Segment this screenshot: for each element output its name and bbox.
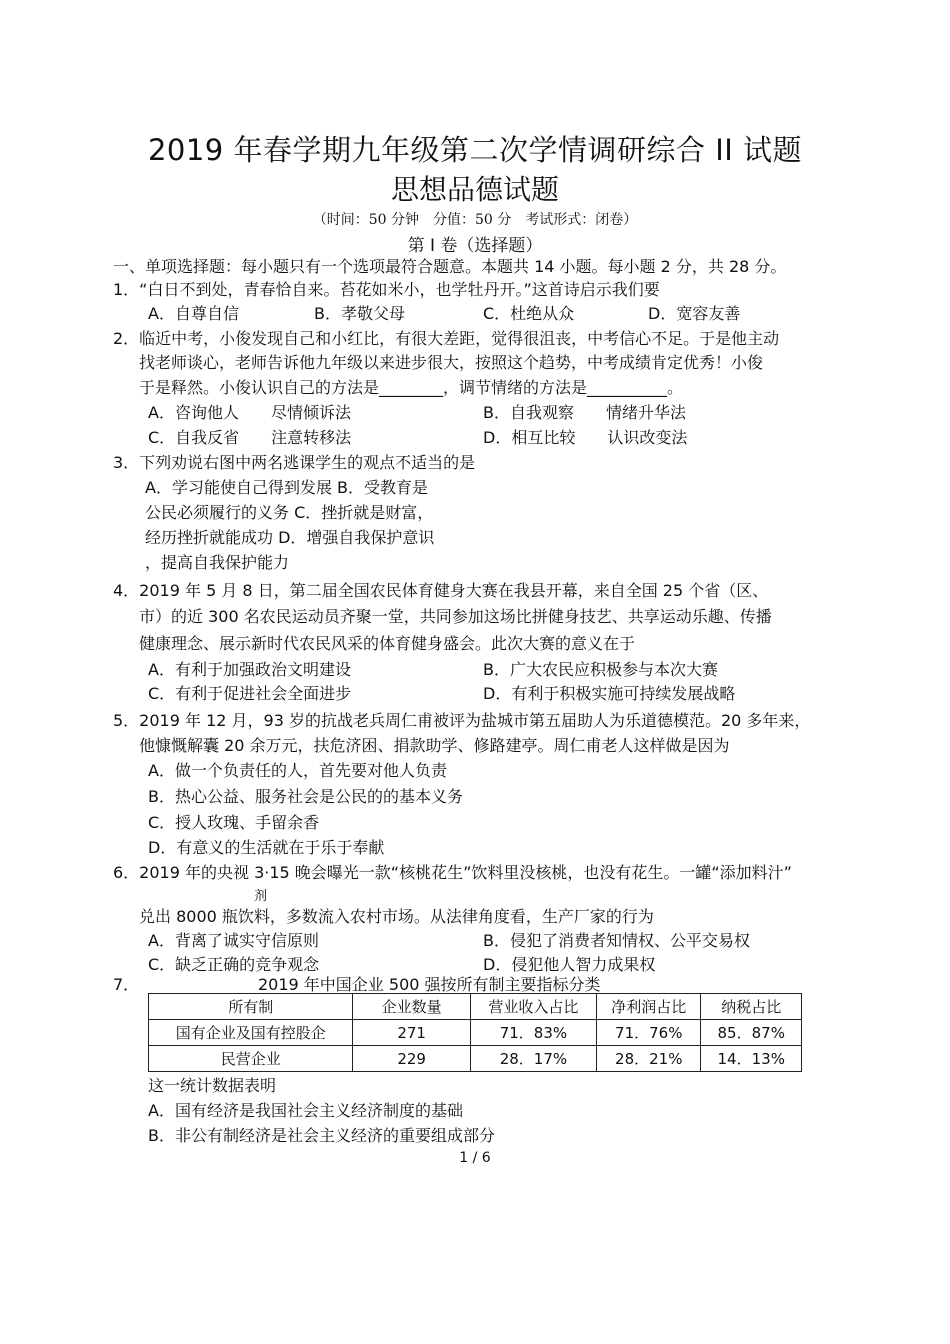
table-row	[149, 1020, 802, 1046]
question-4-option-b: B．广大农民应积极参与本次大赛	[483, 660, 718, 679]
question-6-line-2: 兑出 8000 瓶饮料，多数流入农村市场。从法律角度看，生产厂家的行为	[139, 907, 654, 926]
question-5-line-1: 5．2019 年 12 月，93 岁的抗战老兵周仁甫被评为盐城市第五届助人为乐道德模范。20 多年来，	[113, 711, 811, 730]
question-4-option-d: D．有利于积极实施可持续发展战略	[483, 684, 736, 703]
question-4-line-2: 市）的近 300 名农民运动员齐聚一堂，共同参加这场比拼健身技艺、共享运动乐趣、传播	[139, 607, 772, 626]
table-header-cell: 营业收入占比	[470, 994, 596, 1020]
question-6-line-1: 6．2019 年的央视 3·15 晚会曝光一款“核桃花生”饮料里没核桃，也没有花生。一罐“添加料汁”	[113, 863, 792, 882]
instructions: 一、单项选择题：每小题只有一个选项最符合题意。本题共 14 小题。每小题 2 分，共 28 分。	[113, 257, 787, 276]
question-2-option-a: A．咨询他人 尽情倾诉法	[148, 403, 351, 422]
table-cell: 国有企业及国有控股企	[149, 1020, 353, 1046]
question-3-options-line-1: A．学习能使自己得到发展 B．受教育是	[145, 478, 429, 497]
question-2-line-1: 2．临近中考，小俊发现自己和小红比，有很大差距，觉得很沮丧，中考信心不足。于是他主动	[113, 329, 780, 348]
table-cell: 71．83%	[470, 1020, 596, 1046]
table-cell: 229	[353, 1046, 470, 1072]
table-header-cell: 净利润占比	[597, 994, 701, 1020]
table-cell: 85．87%	[701, 1020, 802, 1046]
table-cell: 71．76%	[597, 1020, 701, 1046]
page-number: 1 / 6	[459, 1150, 491, 1166]
question-7-caption: 2019 年中国企业 500 强按所有制主要指标分类	[258, 975, 601, 994]
question-2-option-c: C．自我反省 注意转移法	[148, 428, 352, 447]
question-6-note: 剂	[254, 889, 268, 904]
question-4-line-3: 健康理念、展示新时代农民风采的体育健身盛会。此次大赛的意义在于	[139, 634, 636, 653]
question-7-number: 7．	[113, 975, 140, 994]
exam-title: 2019 年春学期九年级第二次学情调研综合 II 试题	[147, 133, 803, 167]
table-row	[149, 1046, 802, 1072]
question-6-option-c: C．缺乏正确的竞争观念	[148, 955, 320, 974]
table-header-row	[149, 994, 802, 1020]
question-5-line-2: 他慷慨解囊 20 余万元，扶危济困、捐款助学、修路建亭。周仁甫老人这样做是因为	[139, 736, 730, 755]
table-cell: 民营企业	[149, 1046, 353, 1072]
question-4-line-1: 4．2019 年 5 月 8 日，第二届全国农民体育健身大赛在我县开幕，来自全国 25 个省（区、	[113, 581, 769, 600]
question-1-stem: 1．“白日不到处，青春恰自来。苔花如米小，也学牡丹开。”这首诗启示我们要	[113, 280, 660, 299]
question-2-option-b: B．自我观察 情绪升华法	[483, 403, 686, 422]
question-7-option-a: A．国有经济是我国社会主义经济制度的基础	[148, 1101, 463, 1120]
question-7-stem: 这一统计数据表明	[148, 1076, 277, 1095]
question-1-option-d: D．宽容友善	[648, 304, 741, 323]
exam-meta: （时间：50 分钟 分值：50 分 考试形式：闭卷）	[312, 212, 638, 228]
section-title: 第 I 卷（选择题）	[407, 236, 543, 256]
question-1-option-b: B．孝敬父母	[314, 304, 405, 323]
question-3-options-line-4: ，提高自我保护能力	[145, 553, 290, 572]
question-2-option-d: D．相互比较 认识改变法	[483, 428, 688, 447]
table-cell: 28．21%	[597, 1046, 701, 1072]
question-6-option-d: D．侵犯他人智力成果权	[483, 955, 656, 974]
question-5-option-d: D．有意义的生活就在于乐于奉献	[148, 838, 385, 857]
question-3-options-line-3: 经历挫折就能成功 D．增强自我保护意识	[145, 528, 435, 547]
question-3-stem: 3．下列劝说右图中两名逃课学生的观点不适当的是	[113, 453, 476, 472]
question-7-option-b: B．非公有制经济是社会主义经济的重要组成部分	[148, 1126, 495, 1145]
question-1-option-c: C．杜绝从众	[483, 304, 575, 323]
table-cell: 28．17%	[470, 1046, 596, 1072]
question-5-option-c: C．授人玫瑰、手留余香	[148, 813, 320, 832]
question-2-line-2: 找老师谈心，老师告诉他九年级以来进步很大，按照这个趋势，中考成绩肯定优秀！小俊	[139, 353, 764, 372]
question-6-option-a: A．背离了诚实守信原则	[148, 931, 319, 950]
question-5-option-b: B．热心公益、服务社会是公民的的基本义务	[148, 787, 463, 806]
table-cell: 271	[353, 1020, 470, 1046]
table-cell: 14．13%	[701, 1046, 802, 1072]
question-5-option-a: A．做一个负责任的人，首先要对他人负责	[148, 761, 447, 780]
question-4-option-a: A．有利于加强政治文明建设	[148, 660, 351, 679]
table-header-cell: 企业数量	[353, 994, 470, 1020]
question-3-options-line-2: 公民必须履行的义务 C．挫折就是财富，	[145, 503, 434, 522]
question-1-option-a: A．自尊自信	[148, 304, 239, 323]
question-6-option-b: B．侵犯了消费者知情权、公平交易权	[483, 931, 750, 950]
table-header-cell: 纳税占比	[701, 994, 802, 1020]
question-4-option-c: C．有利于促进社会全面进步	[148, 684, 352, 703]
ownership-table	[148, 993, 802, 1072]
exam-subtitle: 思想品德试题	[390, 173, 559, 206]
question-2-line-3: 于是释然。小俊认识自己的方法是________，调节情绪的方法是__________。	[139, 378, 684, 397]
table-header-cell: 所有制	[149, 994, 353, 1020]
